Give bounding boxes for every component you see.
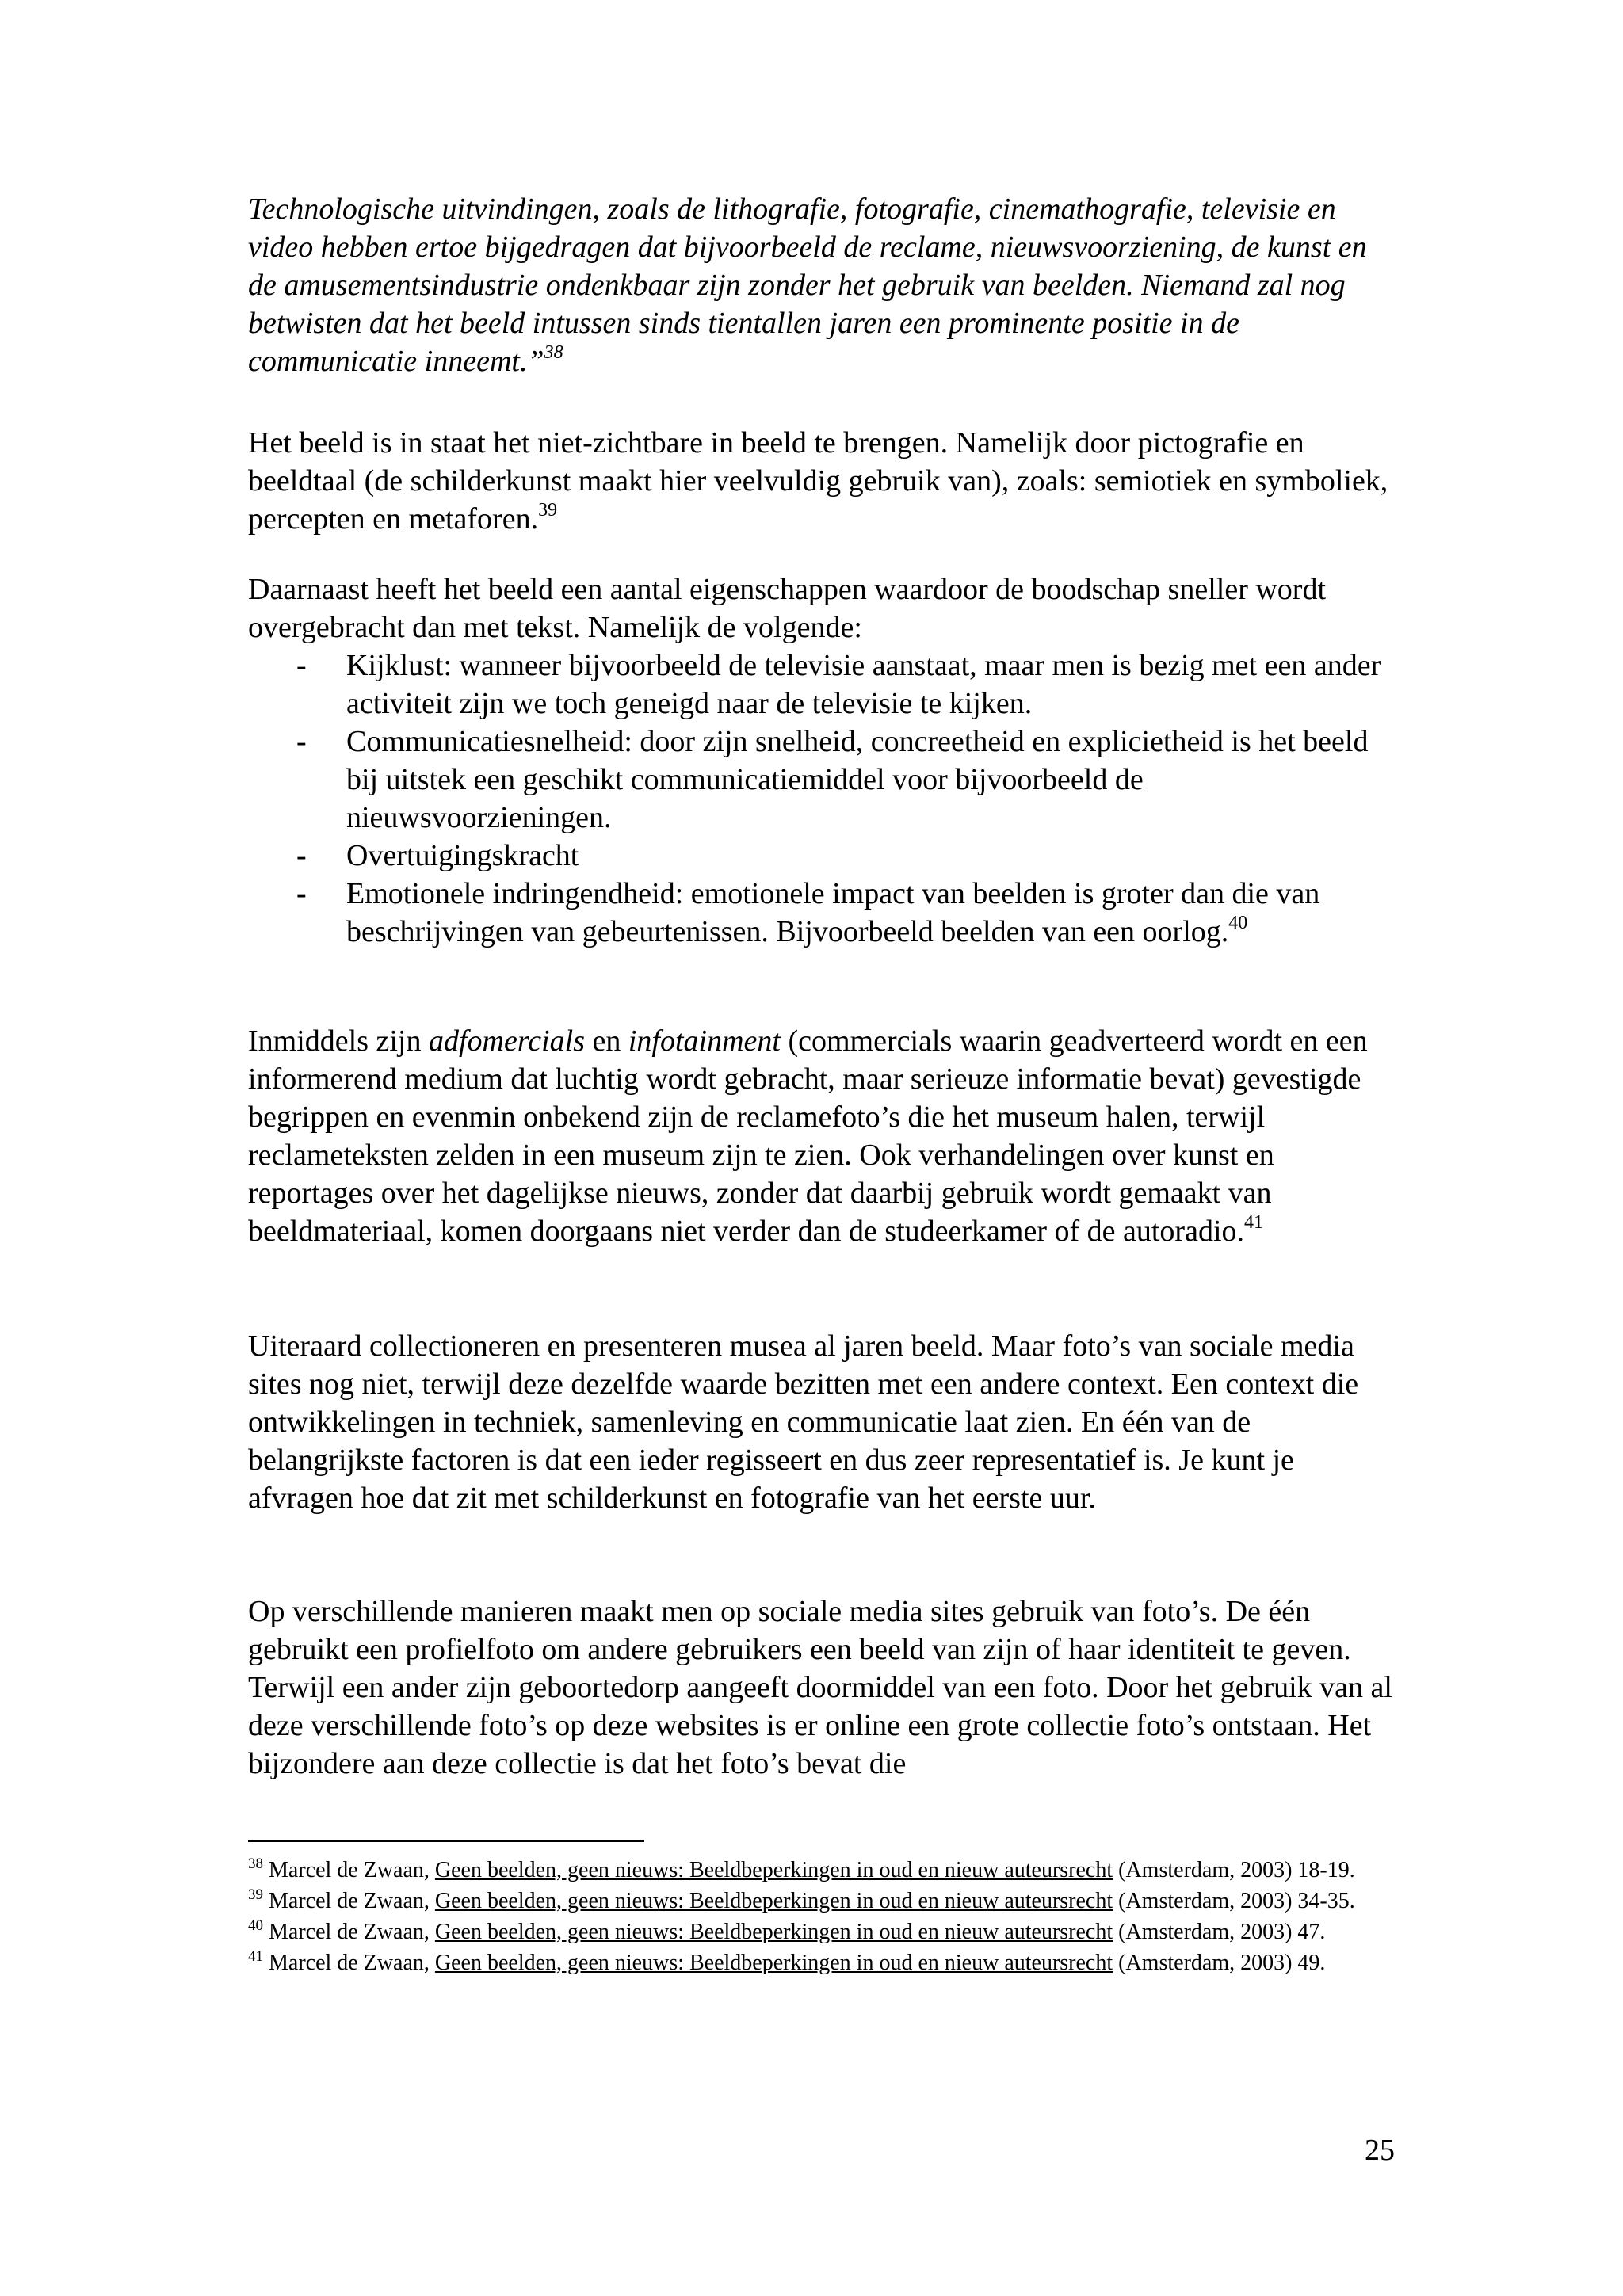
list-item — [248, 646, 1395, 723]
list-item-text: Kijklust: wanneer bijvoorbeeld de televisie aanstaat, maar men is bezig met een ander activiteit zijn we toch geneigd naar de televisie te kijken. — [346, 649, 1381, 720]
list-item-text: Emotionele indringendheid: emotionele impact van beelden is groter dan die van beschrijvingen van gebeurtenissen. Bijvoorbeeld beelden van een oorlog. — [346, 877, 1320, 948]
footnote-number: 41 — [248, 1948, 263, 1965]
paragraph-eigenschappen: Daarnaast heeft het beeld een aantal eigenschappen waardoor de boodschap sneller wordt overgebracht dan met tekst. Namelijk de volgende: — [248, 573, 1327, 644]
footnote-title: Geen beelden, geen nieuws: Beeldbeperkingen in oud en nieuw auteursrecht — [434, 1951, 1113, 1975]
paragraph-text: en — [584, 1024, 628, 1058]
footnote — [248, 1947, 1395, 1978]
bullet-dash: - — [296, 877, 307, 910]
emphasis-term: infotainment — [628, 1024, 781, 1058]
footnote-author: Marcel de Zwaan, — [263, 1858, 435, 1882]
quote-text: Technologische uitvindingen, zoals de lithografie, fotografie, cinemathografie, televisie en video hebben ertoe bijgedragen dat bijvoorbeeld de reclame, nieuwsvoorziening, de kunst en de amusementsindustrie ondenkbaar zijn zonder het gebruik van beelden. Niemand zal nog betwisten dat het beeld intussen sinds tientallen jaren een prominente positie in de communicatie inneemt.” — [248, 193, 1367, 378]
footnote-number: 38 — [248, 1855, 263, 1872]
footnote-author: Marcel de Zwaan, — [263, 1920, 435, 1944]
footnote-source: (Amsterdam, 2003) 49. — [1113, 1951, 1326, 1975]
footnote-title: Geen beelden, geen nieuws: Beeldbeperkingen in oud en nieuw auteursrecht — [434, 1858, 1113, 1882]
footnote-title: Geen beelden, geen nieuws: Beeldbeperkingen in oud en nieuw auteursrecht — [434, 1920, 1113, 1944]
footnote-ref: 38 — [544, 342, 563, 363]
footnote-number: 40 — [248, 1917, 263, 1934]
list-item — [248, 837, 1395, 875]
footnote-author: Marcel de Zwaan, — [263, 1889, 435, 1913]
paragraph-text: Op verschillende manieren maakt men op sociale media sites gebruik van foto’s. De één gebruikt een profielfoto om andere gebruikers een beeld van zijn of haar identiteit te geven. Terwijl een ander zijn geboortedorp aangeeft doormiddel van een foto. Door het gebruik van al deze verschillende foto’s op deze websites is er online een grote collectie foto’s ontstaan. Het bijzondere aan deze collectie is dat het foto’s bevat die — [248, 1595, 1392, 1780]
paragraph-text: (commercials waarin geadverteerd wordt en een informerend medium dat luchtig wordt gebracht, maar serieuze informatie bevat) gevestigde begrippen en evenmin onbekend zijn de reclamefoto’s die het museum halen, terwijl reclameteksten zelden in een museum zijn te zien. Ook verhandelingen over kunst en reportages over het dagelijkse nieuws, zonder dat daarbij gebruik wordt gemaakt van beeldmateriaal, komen doorgaans niet verder dan de studeerkamer of de autoradio. — [248, 1024, 1368, 1248]
paragraph-beeld-niet-zichtbare — [248, 424, 1395, 538]
list-item — [248, 875, 1395, 951]
footnote-source: (Amsterdam, 2003) 18-19. — [1113, 1858, 1355, 1882]
paragraph-text: Inmiddels zijn — [248, 1024, 429, 1058]
footnote — [248, 1886, 1395, 1917]
bullet-dash: - — [296, 649, 307, 682]
footnote-source: (Amsterdam, 2003) 34-35. — [1113, 1889, 1355, 1913]
footnote-title: Geen beelden, geen nieuws: Beeldbeperkingen in oud en nieuw auteursrecht — [434, 1889, 1113, 1913]
footnote-number: 39 — [248, 1886, 263, 1903]
footnote-separator — [248, 1840, 644, 1842]
list-item — [248, 723, 1395, 837]
paragraph-text: Uiteraard collectioneren en presenteren musea al jaren beeld. Maar foto’s van sociale media sites nog niet, terwijl deze dezelfde waarde bezitten met een andere context. Een context die ontwikkelingen in techniek, samenleving en communicatie laat zien. En één van de belangrijkste factoren is dat een ieder regisseert en dus zeer representatief is. Je kunt je afvragen hoe dat zit met schilderkunst en fotografie van het eerste uur. — [248, 1329, 1359, 1515]
properties-section — [248, 570, 1395, 951]
bullet-list — [248, 646, 1395, 951]
list-item-text: Communicatiesnelheid: door zijn snelheid, concreetheid en explicietheid is het beeld bij uitstek een geschikt communicatiemiddel voor bijvoorbeeld de nieuwsvoorzieningen. — [346, 725, 1369, 834]
paragraph-text: Het beeld is in staat het niet-zichtbare in beeld te brengen. Namelijk door pictografie en beeldtaal (de schilderkunst maakt hier veelvuldig gebruik van), zoals: semiotiek en symboliek, percepten en metaforen. — [248, 426, 1388, 536]
footnote — [248, 1917, 1395, 1947]
list-item-text: Overtuigingskracht — [346, 839, 579, 872]
bullet-dash: - — [296, 839, 307, 872]
block-quote — [248, 190, 1395, 380]
page-number: 25 — [1365, 2134, 1395, 2167]
emphasis-term: adfomercials — [428, 1024, 585, 1058]
footnotes — [248, 1855, 1395, 1978]
footnote-ref: 41 — [1244, 1212, 1264, 1233]
paragraph-adfomercials — [248, 1022, 1395, 1250]
footnote — [248, 1855, 1395, 1886]
footnote-author: Marcel de Zwaan, — [263, 1951, 435, 1975]
footnote-source: (Amsterdam, 2003) 47. — [1113, 1920, 1326, 1944]
bullet-dash: - — [296, 725, 307, 758]
paragraph-sociale-media — [248, 1592, 1395, 1783]
footnote-ref: 40 — [1228, 913, 1248, 933]
footnote-ref: 39 — [538, 500, 558, 521]
paragraph-musea — [248, 1327, 1395, 1517]
